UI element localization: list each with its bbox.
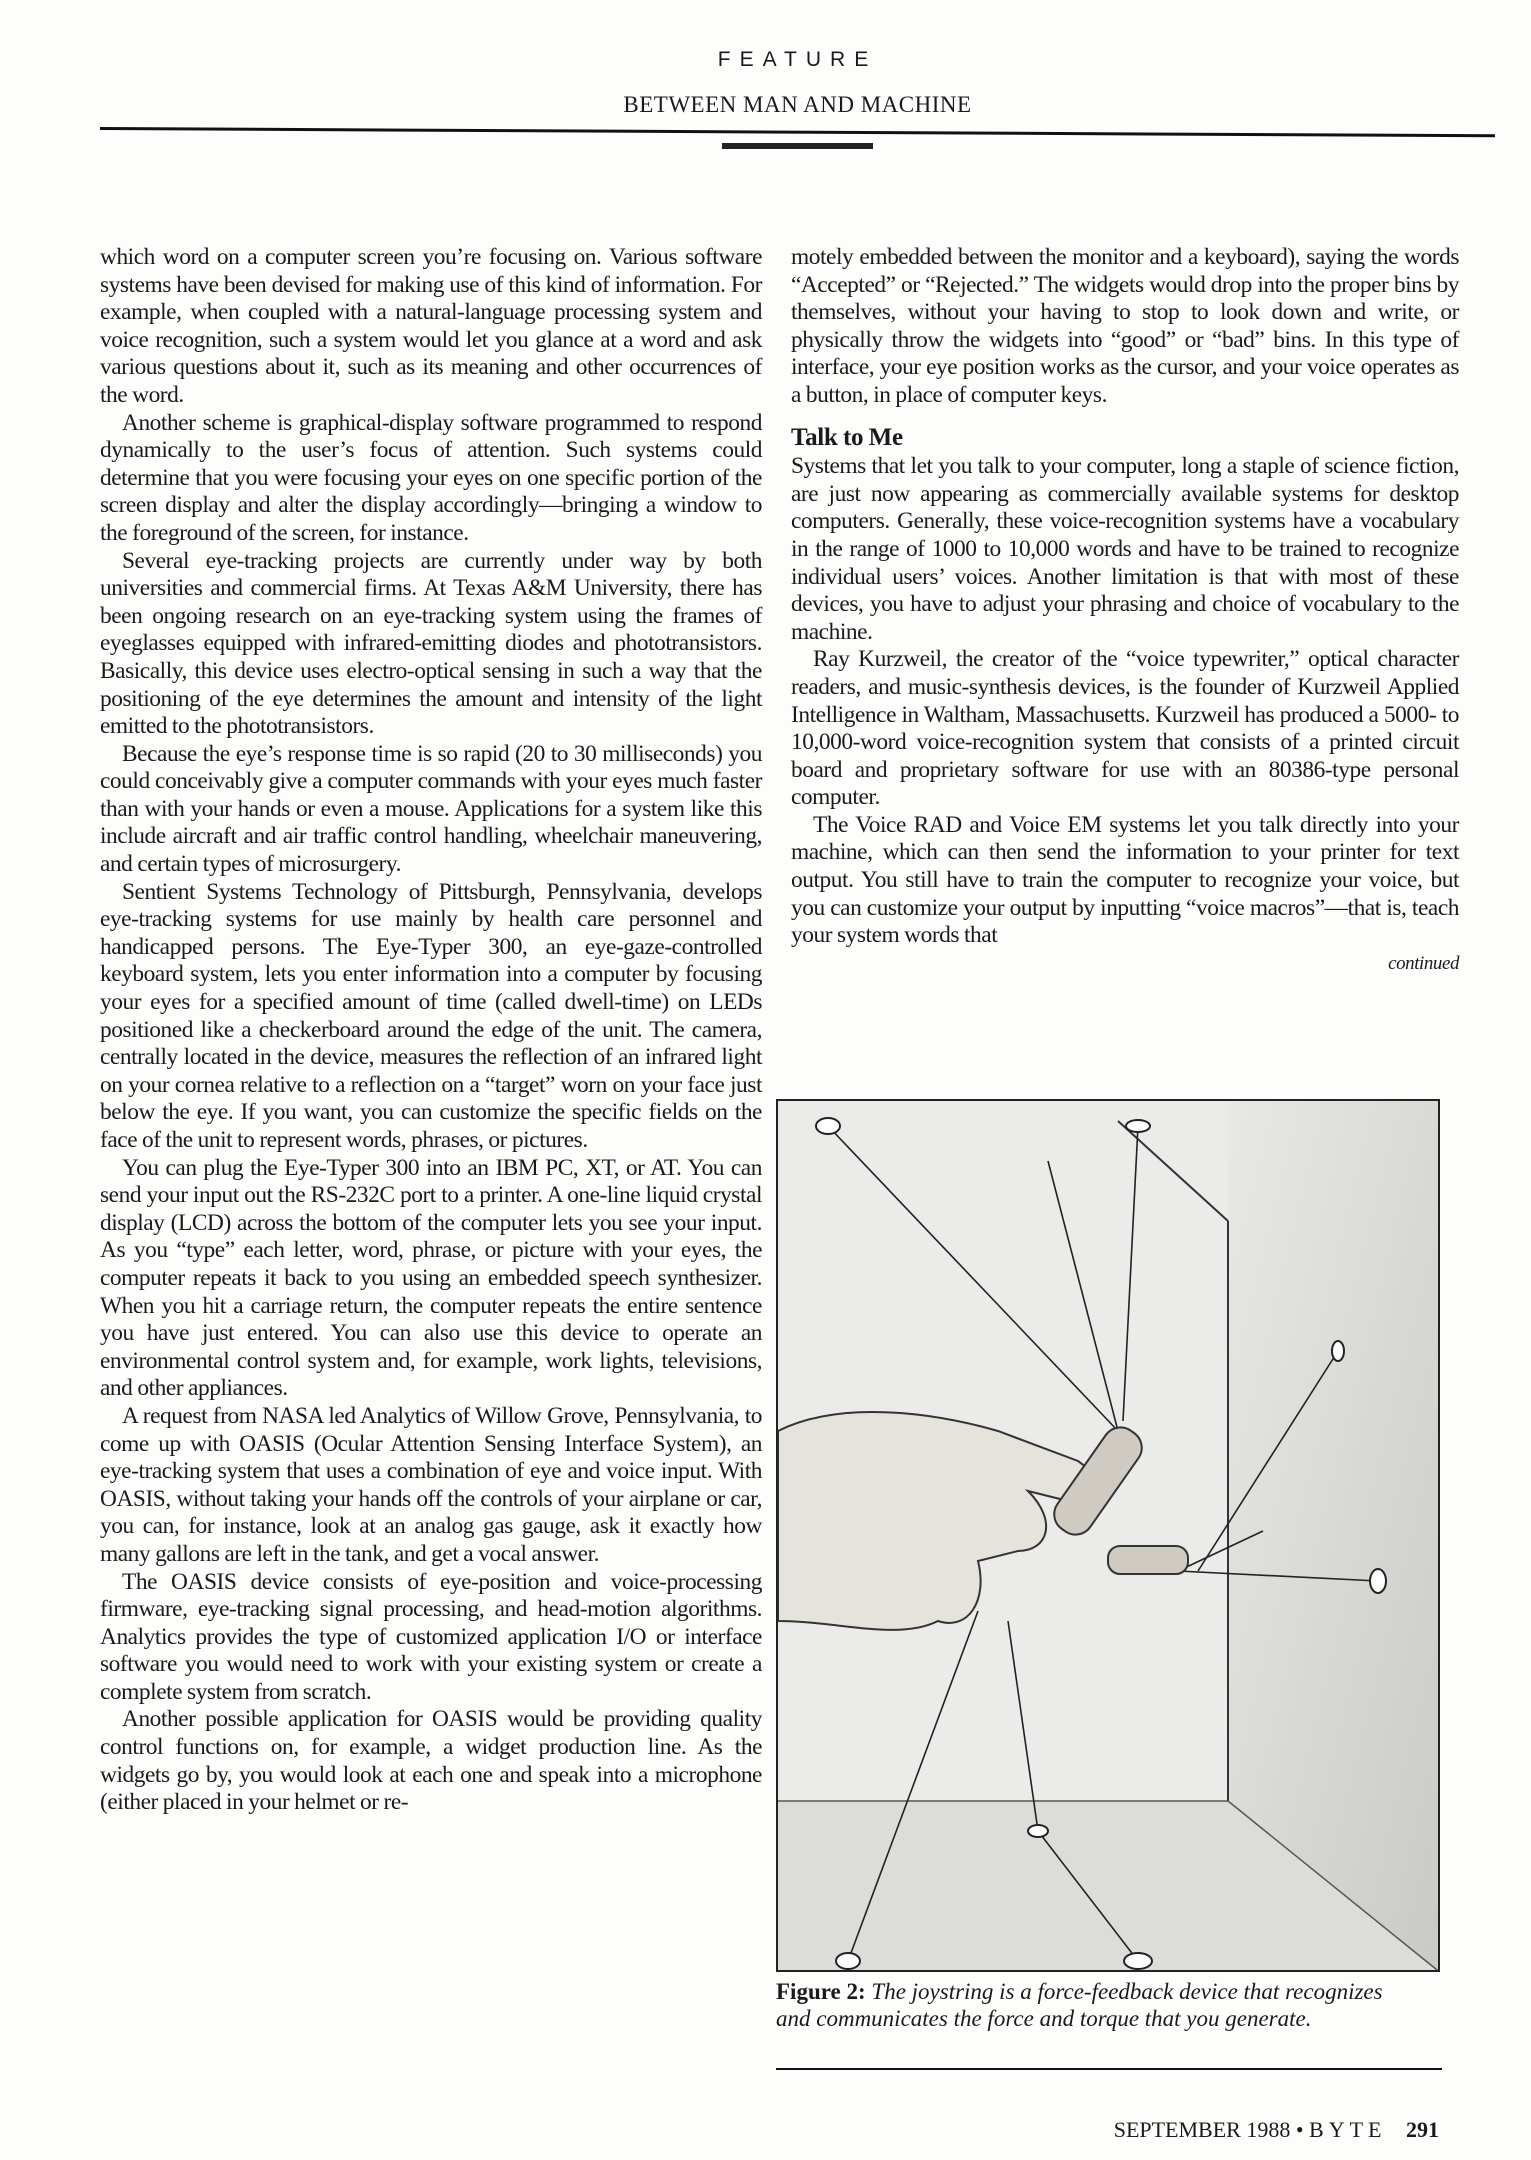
header-rule (100, 127, 1495, 137)
continued-note: continued (1388, 952, 1459, 974)
running-title: BETWEEN MAN AND MACHINE (623, 92, 972, 117)
page-number: 291 (1406, 2117, 1439, 2142)
paragraph: Sentient Systems Technology of Pittsburgh, Pennsylvania, develops eye-tracking systems for use mainly by health care personnel and handicapped persons. The Eye-Typer 300, an eye-gaze-controlled keyboard system, lets you enter information into a computer by focusing your eyes for a specified amount of time (called dwell-time) on LEDs positioned like a checkerboard around the edge of the unit. The camera, centrally located in the device, measures the reflection of an infrared light on your cornea relative to a reflection on a “target” worn on your face just below the eye. If you want, you can customize the specific fields on the face of the unit to represent words, phrases, or pictures. (100, 878, 762, 1153)
figure-caption (776, 1978, 1396, 2032)
paragraph: You can plug the Eye-Typer 300 into an IBM PC, XT, or AT. You can send your input out the RS-232C port to a printer. A one-line liquid crystal display (LCD) across the bottom of the computer lets you see your input. As you “type” each letter, word, phrase, or picture with your eyes, the computer repeats it back to you using an embedded speech synthesizer. When you hit a carriage return, the computer repeats the entire sentence you have just entered. You can also use this device to operate an environmental control system and, for example, work lights, televisions, and other appliances. (100, 1154, 762, 1402)
paragraph: The Voice RAD and Voice EM systems let you talk directly into your machine, which can then send the information to your printer for text output. You still have to train the computer to recognize your voice, but you can customize your output by inputting “voice macros”—that is, teach your system words that (791, 811, 1459, 949)
page-footer (1114, 2117, 1439, 2143)
right-column (791, 244, 1459, 977)
section-heading: Talk to Me (791, 423, 903, 451)
paragraph: Systems that let you talk to your computer, long a staple of science fiction, are just now appearing as commercially available systems for desktop computers. Generally, these voice-recognition systems have a vocabulary in the range of 1000 to 10,000 words and have to be trained to recognize individual users’ voices. Another limitation is that with most of these devices, you have to adjust your phrasing and choice of vocabulary to the machine. (791, 453, 1459, 645)
paragraph: Another possible application for OASIS would be providing quality control functions on, for example, a widget production line. As the widgets go by, you would look at each one and speak into a microphone (either placed in your helmet or re- (100, 1706, 762, 1816)
paragraph: Several eye-tracking projects are currently under way by both universities and commercial firms. At Texas A&M University, there has been ongoing research on an eye-tracking system using the frames of eyeglasses equipped with infrared-emitting diodes and phototransistors. Basically, this device uses electro-optical sensing in such a way that the positioning of the eye determines the amount and intensity of the light emitted to the phototransistors. (100, 547, 762, 740)
figure-joystring-illustration (776, 1099, 1440, 1972)
paragraph: Ray Kurzweil, the creator of the “voice typewriter,” optical character readers, and music-synthesis devices, is the founder of Kurzweil Applied Intelligence in Waltham, Massachusetts. Kurzweil has produced a 5000- to 10,000-word voice-recognition system that consists of a printed circuit board and proprietary software for use with an 80386-type personal computer. (791, 646, 1459, 811)
issue-date: SEPTEMBER 1988 (1113, 2117, 1291, 2142)
magazine-name: BYTE (1309, 2117, 1387, 2142)
section-kicker: FEATURE (717, 48, 878, 71)
joystring-drawing (778, 1101, 1440, 1972)
figure-label: Figure 2: (776, 1979, 866, 2004)
paragraph: motely embedded between the monitor and a keyboard), saying the words “Accepted” or “Rejected.” The widgets would drop into the proper bins by themselves, without your having to stop to look down and write, or physically throw the widgets into “good” or “bad” bins. In this type of interface, your eye position works as the cursor, and your voice operates as a button, in place of computer keys. (791, 244, 1459, 408)
header-bar (722, 143, 873, 149)
caption-rule (776, 2068, 1442, 2070)
paragraph: Another scheme is graphical-display software programmed to respond dynamically to the user’s focus of attention. Such systems could determine that you were focusing your eyes on one specific portion of the screen display and alter the display accordingly—bringing a window to the foreground of the screen, for instance. (100, 409, 762, 546)
paragraph: The OASIS device consists of eye-position and voice-processing firmware, eye-tracking signal processing, and head-motion algorithms. Analytics provides the type of customized application I/O or interface software you would need to work with your existing system or create a complete system from scratch. (100, 1568, 762, 1705)
footer-separator: • (1295, 2117, 1304, 2142)
paragraph: Because the eye’s response time is so rapid (20 to 30 milliseconds) you could conceivably give a computer commands with your eyes much faster than with your hands or even a mouse. Applications for a system like this include aircraft and air traffic control handling, wheelchair maneuvering, and certain types of microsurgery. (100, 740, 762, 878)
paragraph: which word on a computer screen you’re focusing on. Various software systems have been devised for making use of this kind of information. For example, when coupled with a natural-language processing system and voice recognition, such a system would let you glance at a word and ask various questions about it, such as its meaning and other occurrences of the word. (100, 244, 762, 408)
left-column (100, 244, 762, 1817)
paragraph: A request from NASA led Analytics of Willow Grove, Pennsylvania, to come up with OASIS (Ocular Attention Sensing Interface System), an eye-tracking system that uses a combination of eye and voice input. With OASIS, without taking your hands off the controls of your airplane or car, you can, for instance, look at an analog gas gauge, ask it exactly how many gallons are left in the tank, and get a vocal answer. (100, 1402, 762, 1567)
figure-caption-text: The joystring is a force-feedback device that recognizes and communicates the force and torque that you generate. (776, 1979, 1383, 2031)
